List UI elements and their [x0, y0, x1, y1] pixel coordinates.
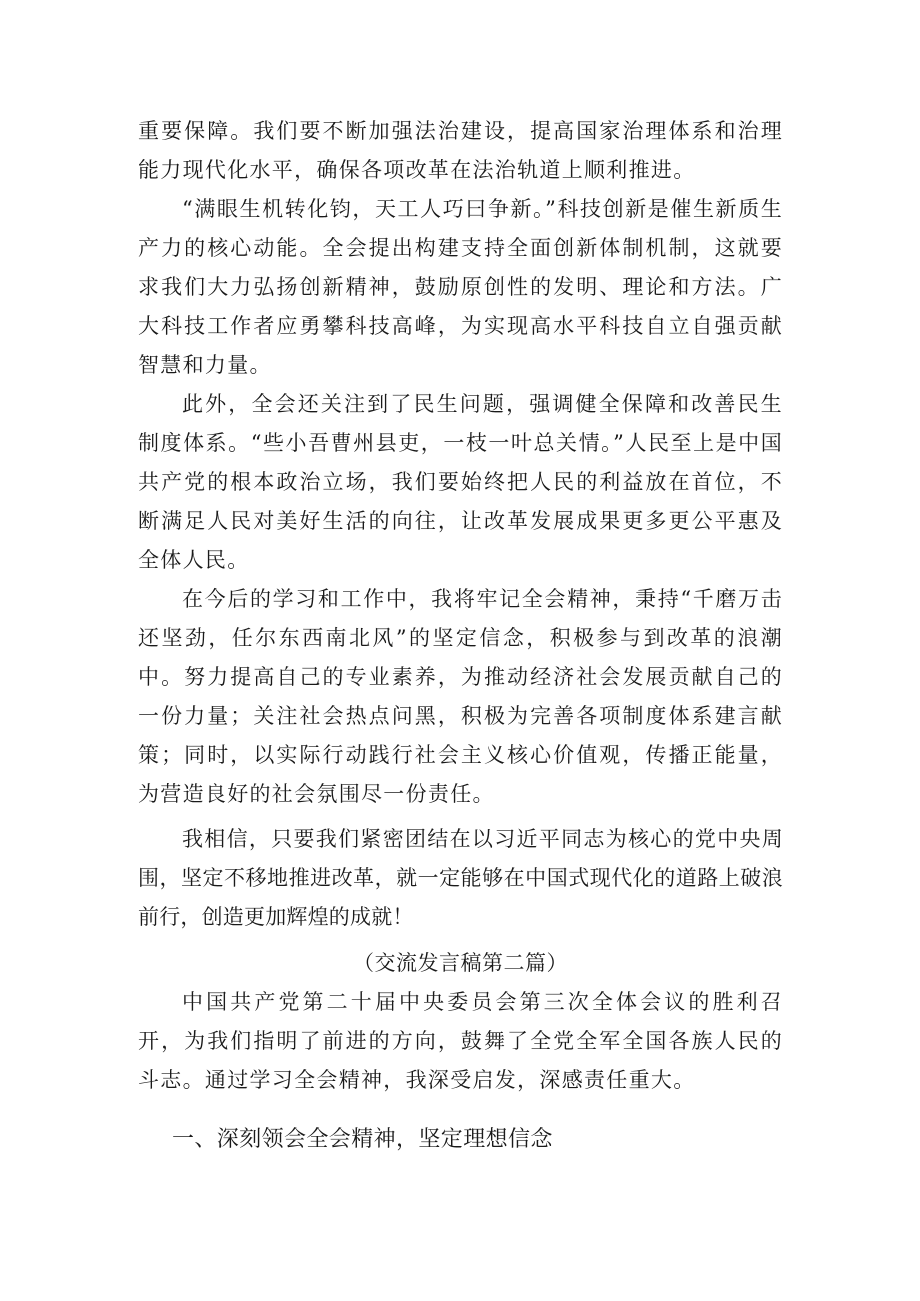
paragraph-conclusion: 我相信，只要我们紧密团结在以习近平同志为核心的党中央周围，坚定不移地推进改革，就一定能够在中国式现代化的道路上破浪前行，创造更加辉煌的成就！: [138, 827, 783, 929]
paragraph-future-work: 在今后的学习和工作中，我将牢记全会精神，秉持“千磨万击还坚劲，任尔东西南北风”的坚定信念，积极参与到改革的浪潮中。努力提高自己的专业素养，为推动经济社会发展贡献自己的一份力量；关注社会热点问黑，积极为完善各项制度体系建言献策；同时，以实际行动践行社会主义核心价值观，传播正能量，为营造良好的社会氛围尽一份责任。: [138, 587, 783, 806]
paragraph-intro: 中国共产党第二十届中央委员会第三次全体会议的胜利召开，为我们指明了前进的方向，鼓舞了全党全军全国各族人民的斗志。通过学习全会精神，我深受启发，深感责任重大。: [138, 990, 783, 1092]
paragraph-livelihood: 此外，全会还关注到了民生问题，强调健全保障和改善民生制度体系。“些小吾曹州县吏，一枝一叶总关情。”人民至上是中国共产党的根本政治立场，我们要始终把人民的利益放在首位，不断满足人民对美好生活的向往，让改革发展成果更多更公平惠及全体人民。: [138, 392, 783, 572]
paragraph-continued: 重要保障。我们要不断加强法治建设，提高国家治理体系和治理能力现代化水平，确保各项改革在法治轨道上顺利推进。: [138, 119, 783, 182]
paragraph-tech-innovation: “满眼生机转化钧，天工人巧曰争新。”科技创新是催生新质生产力的核心动能。全会提出构建支持全面创新体制机制，这就要求我们大力弘扬创新精神，鼓励原创性的发明、理论和方法。广大科技工作者应勇攀科技高峰，为实现高水平科技自立自强贡献智慧和力量。: [138, 197, 783, 377]
document-body: [138, 112, 783, 1160]
heading-one: 一、深刻领会全会精神，坚定理想信念: [172, 1127, 553, 1152]
section-title: （交流发言稿第二篇）: [353, 951, 568, 975]
